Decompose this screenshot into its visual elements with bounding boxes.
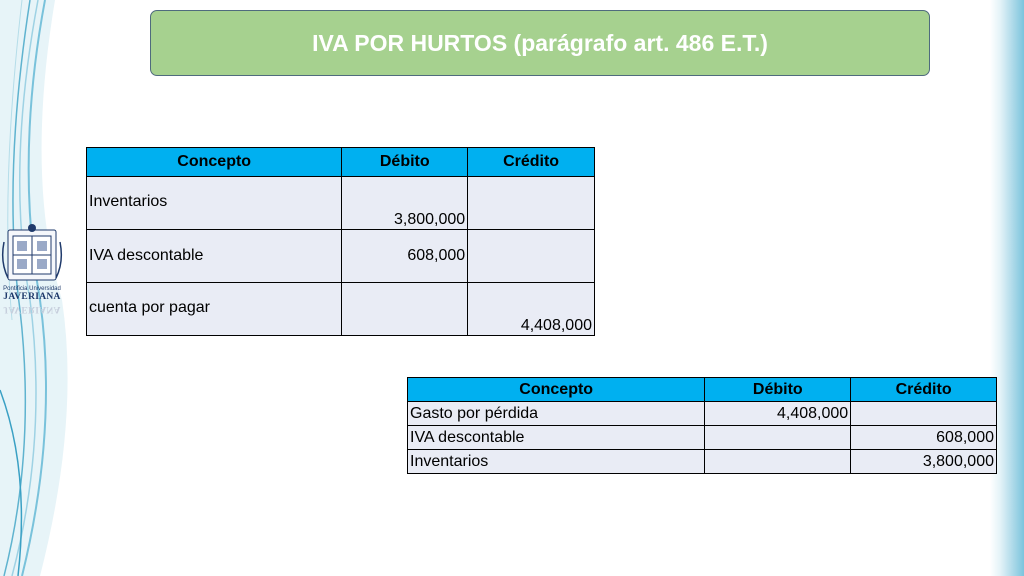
table-row <box>408 450 997 474</box>
header-concepto: Concepto <box>87 148 342 177</box>
table-row <box>408 426 997 450</box>
cell-credito <box>468 230 595 283</box>
journal-entry-table-1 <box>86 147 595 336</box>
cell-credito: 3,800,000 <box>851 450 997 474</box>
title-banner <box>150 10 930 76</box>
table-row <box>87 177 595 230</box>
header-credito: Crédito <box>851 378 997 402</box>
cell-credito <box>468 177 595 230</box>
logo-name: JAVERIANA <box>3 292 61 302</box>
cell-debito: 3,800,000 <box>342 177 468 230</box>
cell-concepto: Inventarios <box>408 450 705 474</box>
cell-debito <box>705 450 851 474</box>
cell-concepto: IVA descontable <box>408 426 705 450</box>
table-row <box>87 230 595 283</box>
cell-credito: 608,000 <box>851 426 997 450</box>
page-title: IVA POR HURTOS (parágrafo art. 486 E.T.) <box>312 29 768 56</box>
journal-entry-table-2 <box>407 377 997 474</box>
header-credito: Crédito <box>468 148 595 177</box>
cell-credito <box>851 402 997 426</box>
cell-concepto: IVA descontable <box>87 230 342 283</box>
table-header-row <box>87 148 595 177</box>
cell-concepto: Gasto por pérdida <box>408 402 705 426</box>
header-debito: Débito <box>705 378 851 402</box>
header-concepto: Concepto <box>408 378 705 402</box>
right-decorative-bar <box>990 0 1024 576</box>
logo-reflection: JAVERIANA <box>3 304 61 314</box>
cell-debito: 4,408,000 <box>705 402 851 426</box>
cell-concepto: Inventarios <box>87 177 342 230</box>
cell-credito: 4,408,000 <box>468 283 595 336</box>
cell-debito <box>705 426 851 450</box>
table-header-row <box>408 378 997 402</box>
cell-debito <box>342 283 468 336</box>
table-row <box>408 402 997 426</box>
header-debito: Débito <box>342 148 468 177</box>
logo-small-text: Pontificia Universidad <box>3 286 61 292</box>
cell-concepto: cuenta por pagar <box>87 283 342 336</box>
cell-debito: 608,000 <box>342 230 468 283</box>
table-row <box>87 283 595 336</box>
